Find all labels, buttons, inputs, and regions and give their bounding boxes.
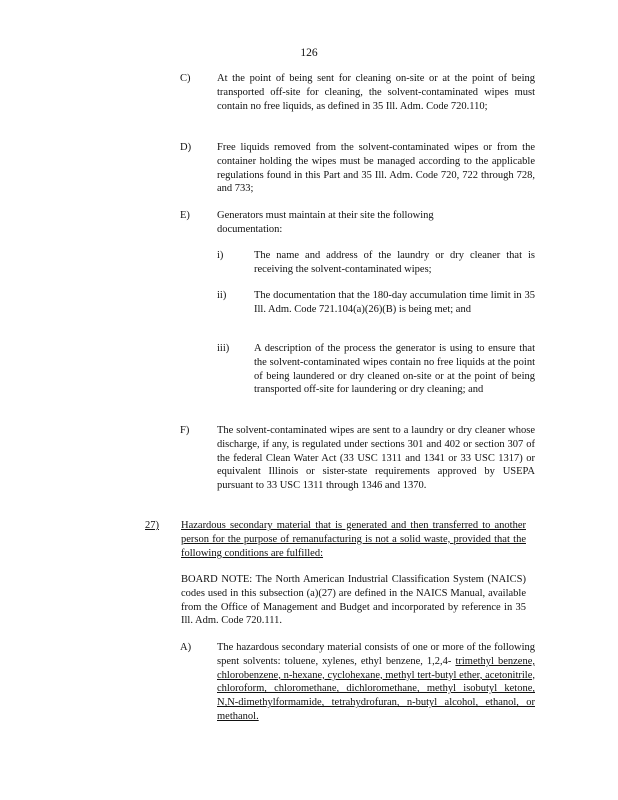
list-item-d (180, 141, 535, 197)
sub-item-marker: iii) (217, 343, 230, 354)
sub-item-text: A description of the process the generator is using to ensure that the solvent-contaminated wipes contain no free liquids at the point of being laundered or dry cleaned on-site or at the point of being transported off-site for laundering or dry cleaning; and (254, 343, 535, 396)
board-note (181, 573, 526, 629)
subsection-27 (145, 519, 535, 561)
page-number: 126 (300, 47, 318, 59)
item-text: The solvent-contaminated wipes are sent to a laundry or dry cleaner whose discharge, if any, is regulated under sections 301 and 402 or section 307 of the federal Clean Water Act (33 USC 1311 and 1341 or 33 USC 1317) or equivalent Illinois or sister-state requirements approved by USEPA pursuant to 33 USC 1311 through 1346 and 1370. (217, 425, 535, 492)
item-marker: F) (180, 425, 190, 436)
sub-item-iii (217, 342, 535, 412)
item-marker: C) (180, 73, 191, 84)
list-item-f (180, 424, 535, 508)
sub-item-text: The documentation that the 180-day accumulation time limit in 35 Ill. Adm. Code 721.104(a)(26)(B) is being met; and (254, 290, 535, 315)
item-text (217, 641, 535, 724)
sub-item-marker: ii) (217, 290, 227, 301)
board-note-text: BOARD NOTE: The North American Industrial Classification System (NAICS) codes used in this subsection (a)(27) are defined in the NAICS Manual, available from the Office of Management and Budget and incorporated by reference in 35 Ill. Adm. Code 720.111. (181, 574, 526, 627)
item-marker: E) (180, 210, 190, 221)
list-item-c (180, 72, 535, 128)
subsection-marker: 27) (145, 520, 159, 531)
item-text-plain: The hazardous secondary material consists of one or more of the following spent solvents: toluene, xylenes, ethyl benzene, 1,2,4- (217, 642, 535, 667)
item-marker: A) (180, 642, 192, 653)
sub-item-marker: i) (217, 250, 224, 261)
sub-item-ii (217, 289, 535, 331)
subsection-text: Hazardous secondary material that is generated and then transferred to another person for the purpose of remanufacturing is not a solid waste, provided that the following conditions are fulfilled: (181, 520, 526, 559)
item-text-amended: trimethyl benzene, chlorobenzene, n-hexane, cyclohexane, methyl tert-butyl ether, acetonitrile, chloroform, chloromethane, dichloromethane, methyl isobutyl ketone, N,N-dimethylformamide, tetrahydrofuran, n-butyl alcohol, ethanol, or methanol. (217, 655, 535, 722)
item-text: Generators must maintain at their site the following documentation: (217, 210, 434, 235)
sub-item-text: The name and address of the laundry or dry cleaner that is receiving the solvent-contaminated wipes; (254, 250, 535, 275)
item-text: At the point of being sent for cleaning on-site or at the point of being transported off-site for cleaning, the solvent-contaminated wipes must contain no free liquids, as defined in 35 Ill. Adm. Code 720.110; (217, 73, 535, 112)
item-marker: D) (180, 142, 192, 153)
item-text: Free liquids removed from the solvent-contaminated wipes or from the container holding the wipes must be managed according to the applicable regulations found in this Part and 35 Ill. Adm. Code 720, 722 through 728, and 733; (217, 142, 535, 195)
sub-item-i (217, 249, 535, 277)
list-item-a (180, 641, 535, 725)
list-item-e (180, 209, 535, 237)
